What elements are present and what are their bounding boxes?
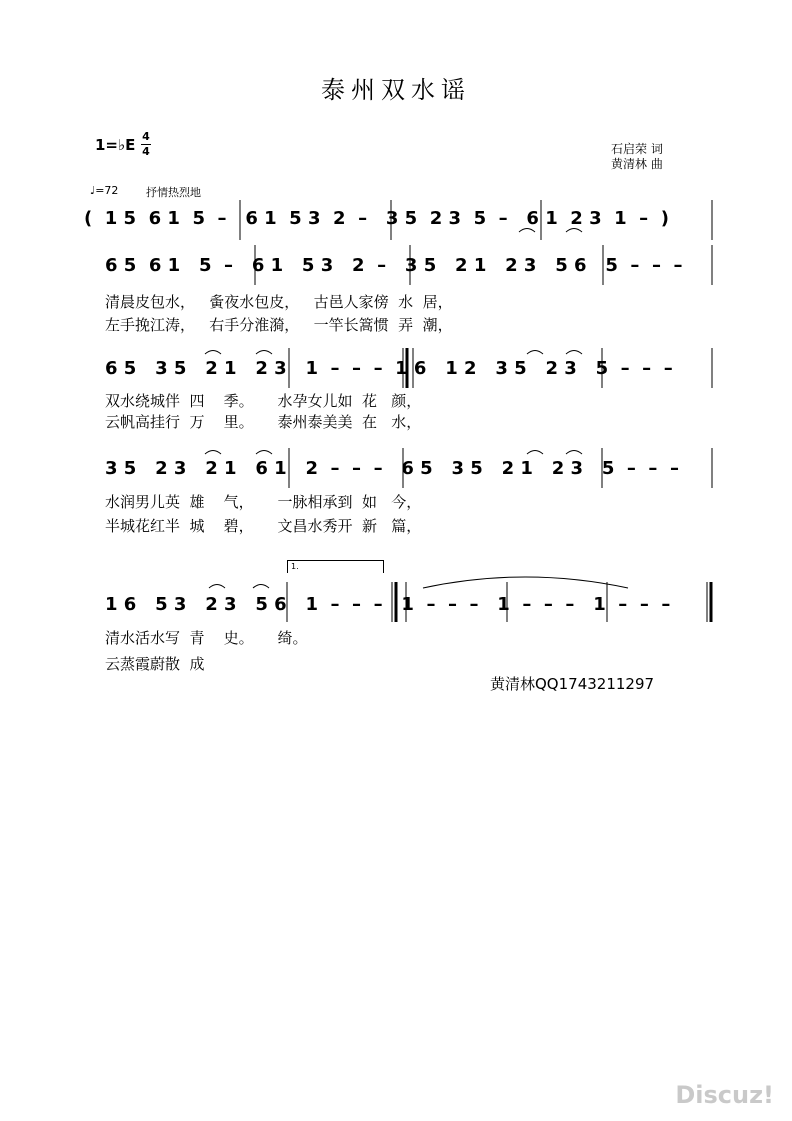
first-ending-bracket	[287, 560, 384, 573]
time-signature-bottom: 4	[142, 145, 150, 158]
time-signature-top: 4	[142, 130, 150, 143]
lyrics-system-2-verse-1: 清晨皮包水， 夤夜水包皮， 古邑人家傍 水 居，	[105, 293, 453, 311]
arranger-signature: 黄清林QQ1743211297	[490, 675, 655, 693]
notes-system-1: ( 1 5 6 1 5 – 6 1 5 3 2 – 3 5 2 3 5 – 6 1 2 3 1 – )	[84, 208, 669, 229]
key-signature: 1=♭E	[95, 136, 136, 154]
notes-system-4: 3 5 2 3 2 1 6 1 2 – – – 6 5 3 5 2 1 2 3 5 – – –	[105, 458, 679, 479]
tempo-marking: ♩=72	[90, 184, 119, 197]
lyrics-system-3-verse-1: 双水绕城伴 四 季。 水孕女儿如 花 颜，	[105, 392, 422, 410]
lyrics-system-3-verse-2: 云帆高挂行 万 里。 泰州泰美美 在 水，	[105, 413, 422, 431]
score-system-3	[0, 348, 792, 392]
notes-system-2: 6 5 6 1 5 – 6 1 5 3 2 – 3 5 2 1 2 3 5 6 5 – – –	[105, 255, 683, 276]
lyrics-system-4-verse-1: 水润男儿英 雄 气， 一脉相承到 如 今，	[105, 493, 422, 511]
score-system-5	[0, 582, 792, 626]
lyricist-credit: 石启荣 词	[611, 142, 663, 156]
notes-system-3: 6 5 3 5 2 1 2 3 1 – – – 1 6 1 2 3 5 2 3 5 – – –	[105, 358, 673, 379]
watermark-logo: Discuz!	[675, 1081, 774, 1109]
composer-credit: 黄清林 曲	[611, 157, 663, 171]
page-title: 泰州双水谣	[321, 76, 471, 104]
score-system-1	[0, 200, 792, 244]
score-system-4	[0, 448, 792, 492]
notes-system-5: 1 6 5 3 2 3 5 6 1 – – – 1 – – – 1 – – – 1 – – –	[105, 594, 671, 615]
lyrics-system-4-verse-2: 半城花红半 城 碧， 文昌水秀开 新 篇，	[105, 517, 422, 535]
time-signature	[141, 131, 151, 158]
lyrics-system-2-verse-2: 左手挽江涛， 右手分淮漪， 一竿长篙惯 弄 潮，	[105, 316, 453, 334]
lyrics-system-5-verse-2: 云蒸霞蔚散 成	[105, 655, 205, 673]
expression-marking: 抒情热烈地	[146, 186, 201, 199]
first-ending-label: 1.	[291, 562, 299, 571]
score-system-2	[0, 245, 792, 289]
lyrics-system-5-verse-1: 清水活水写 青 史。 绮。	[105, 629, 308, 647]
